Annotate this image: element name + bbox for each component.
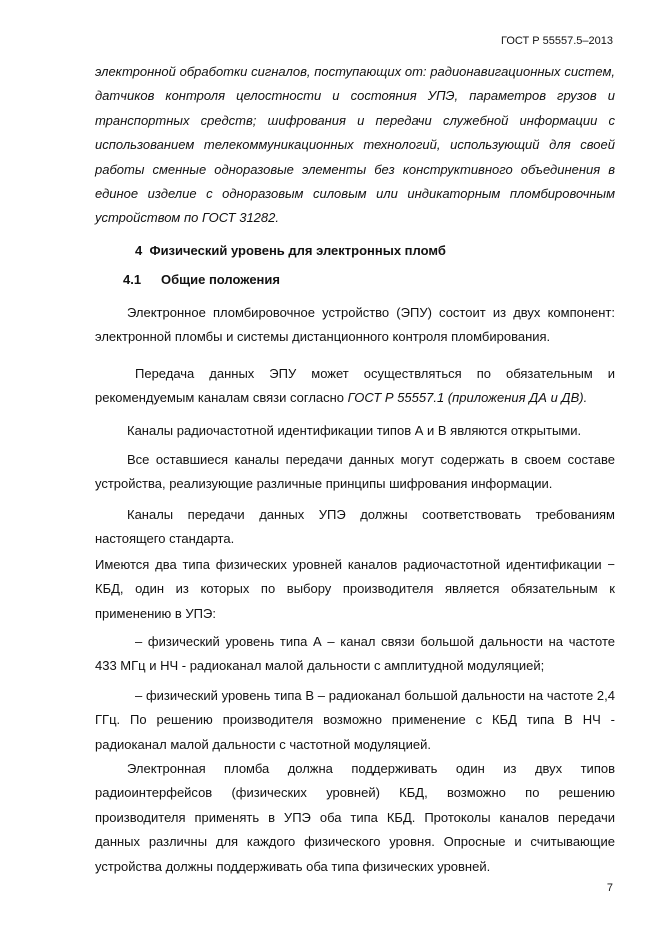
intro-paragraph [95, 60, 615, 231]
paragraph-6: Имеются два типа физических уровней каналов радиочастотной идентификации − КБД, один из которых по выбору производителя является обязательным к применению в УПЭ: [95, 557, 615, 621]
paragraph-7: Электронная пломба должна поддерживать один из двух типов радиоинтерфейсов (физических уровней) КБД, возможно по решению производителя применять в УПЭ оба типа КБД. Протоколы каналов передачи данных различны для каждого физического уровня. Опросные и считывающие устройства должны поддерживать оба типа физических уровней. [95, 761, 615, 874]
paragraph-5: Каналы передачи данных УПЭ должны соответствовать требованиям настоящего стандарта. [95, 507, 615, 547]
paragraph-2 [95, 362, 615, 411]
section-4-title: Физический уровень для электронных пломб [149, 243, 446, 258]
intro-end: . [275, 210, 279, 226]
intro-reference: ГОСТ 31282 [201, 210, 276, 226]
paragraph-2-reference: ГОСТ Р 55557.1 (приложения ДА и ДВ). [347, 390, 588, 406]
section-4-number: 4 [135, 243, 143, 258]
list-item-type-a: – физический уровень типа А – канал связи большой дальности на частоте 433 МГц и НЧ - радиоканал малой дальности с амплитудной модуляцией; [95, 634, 615, 674]
section-4-heading [135, 243, 446, 258]
list-item-type-b: – физический уровень типа В – радиоканал большой дальности на частоте 2,4 ГГц. По решению производителя возможно применение с КБД типа В НЧ - радиоканал малой дальности с частотной модуляцией. [95, 688, 615, 752]
section-4-1-heading [123, 272, 280, 287]
paragraph-4: Все оставшиеся каналы передачи данных могут содержать в своем составе устройства, реализующие различные принципы шифрования информации. [95, 452, 615, 492]
section-4-1-number: 4.1 [123, 272, 142, 287]
paragraph-1: Электронное пломбировочное устройство (ЭПУ) состоит из двух компонент: электронной пломбы и системы дистанционного контроля пломбирования. [95, 305, 615, 345]
page-number: 7 [606, 882, 613, 894]
section-4-1-title: Общие положения [161, 272, 280, 287]
document-header: ГОСТ Р 55557.5–2013 [501, 35, 613, 47]
intro-text: электронной обработки сигналов, поступающих от: радионавигационных систем, датчиков контроля целостности и состояния УПЭ, параметров грузов и транспортных средств; шифрования и передачи служебной информации с использованием телекоммуникационных технологий, использующий для своей работы сменные одноразовые элементы без конструктивного объединения в единое изделие с одноразовым силовым или индикаторным пломбировочным устройством по [95, 64, 615, 226]
paragraph-3: Каналы радиочастотной идентификации типов А и В являются открытыми. [127, 423, 582, 438]
paragraph-2-text: Передача данных ЭПУ может осуществляться по обязательным и рекомендуемым каналам связи согласно [95, 366, 615, 406]
